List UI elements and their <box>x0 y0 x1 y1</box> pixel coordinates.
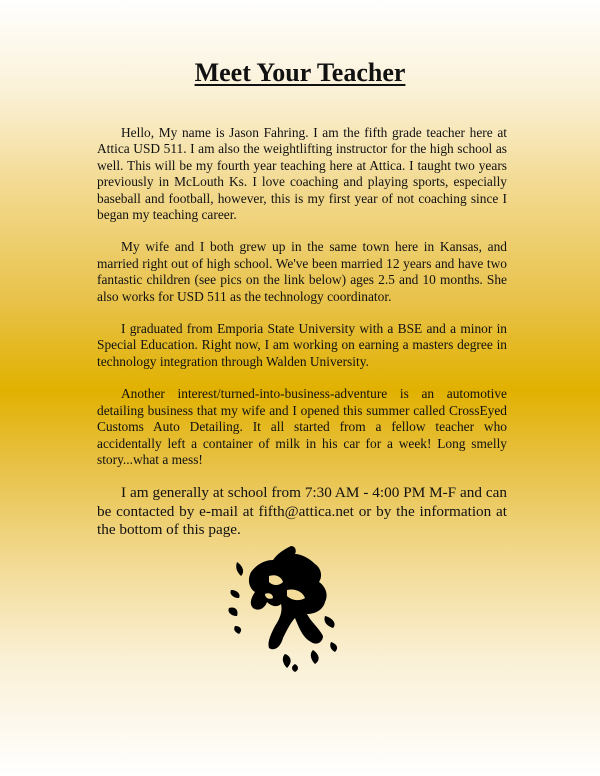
bulldog-mascot-icon <box>225 542 345 672</box>
contact-paragraph: I am generally at school from 7:30 AM - 4:00 PM M-F and can be contacted by e-mail at fifth@attica.net or by the information at the bottom of this page. <box>97 484 507 539</box>
page-title: Meet Your Teacher <box>194 58 406 87</box>
intro-paragraph: Hello, My name is Jason Fahring. I am the fifth grade teacher here at Attica USD 511. I am also the weightlifting instructor for the high school as well. This will be my fourth year teaching here at Attica. I taught two years previously in McLouth Ks. I love coaching and playing sports, especially baseball and football, however, this is my first year of not coaching since I began my teaching career. <box>97 125 507 223</box>
business-paragraph: Another interest/turned-into-business-adventure is an automotive detailing business that my wife and I opened this summer called CrossEyed Customs Auto Detailing. It all started from a fellow teacher who accidentally left a container of milk in his car for a week! Long smelly story...what a mess! <box>97 386 507 467</box>
document-body <box>97 125 507 556</box>
family-paragraph: My wife and I both grew up in the same town here in Kansas, and married right out of high school. We've been married 12 years and have two fantastic children (see pics on the link below) ages 2.5 and 10 months. She also works for USD 511 as the technology coordinator. <box>97 239 507 304</box>
education-paragraph: I graduated from Emporia State University with a BSE and a minor in Special Education. Right now, I am working on earning a masters degree in technology integration through Walden University. <box>97 321 507 369</box>
